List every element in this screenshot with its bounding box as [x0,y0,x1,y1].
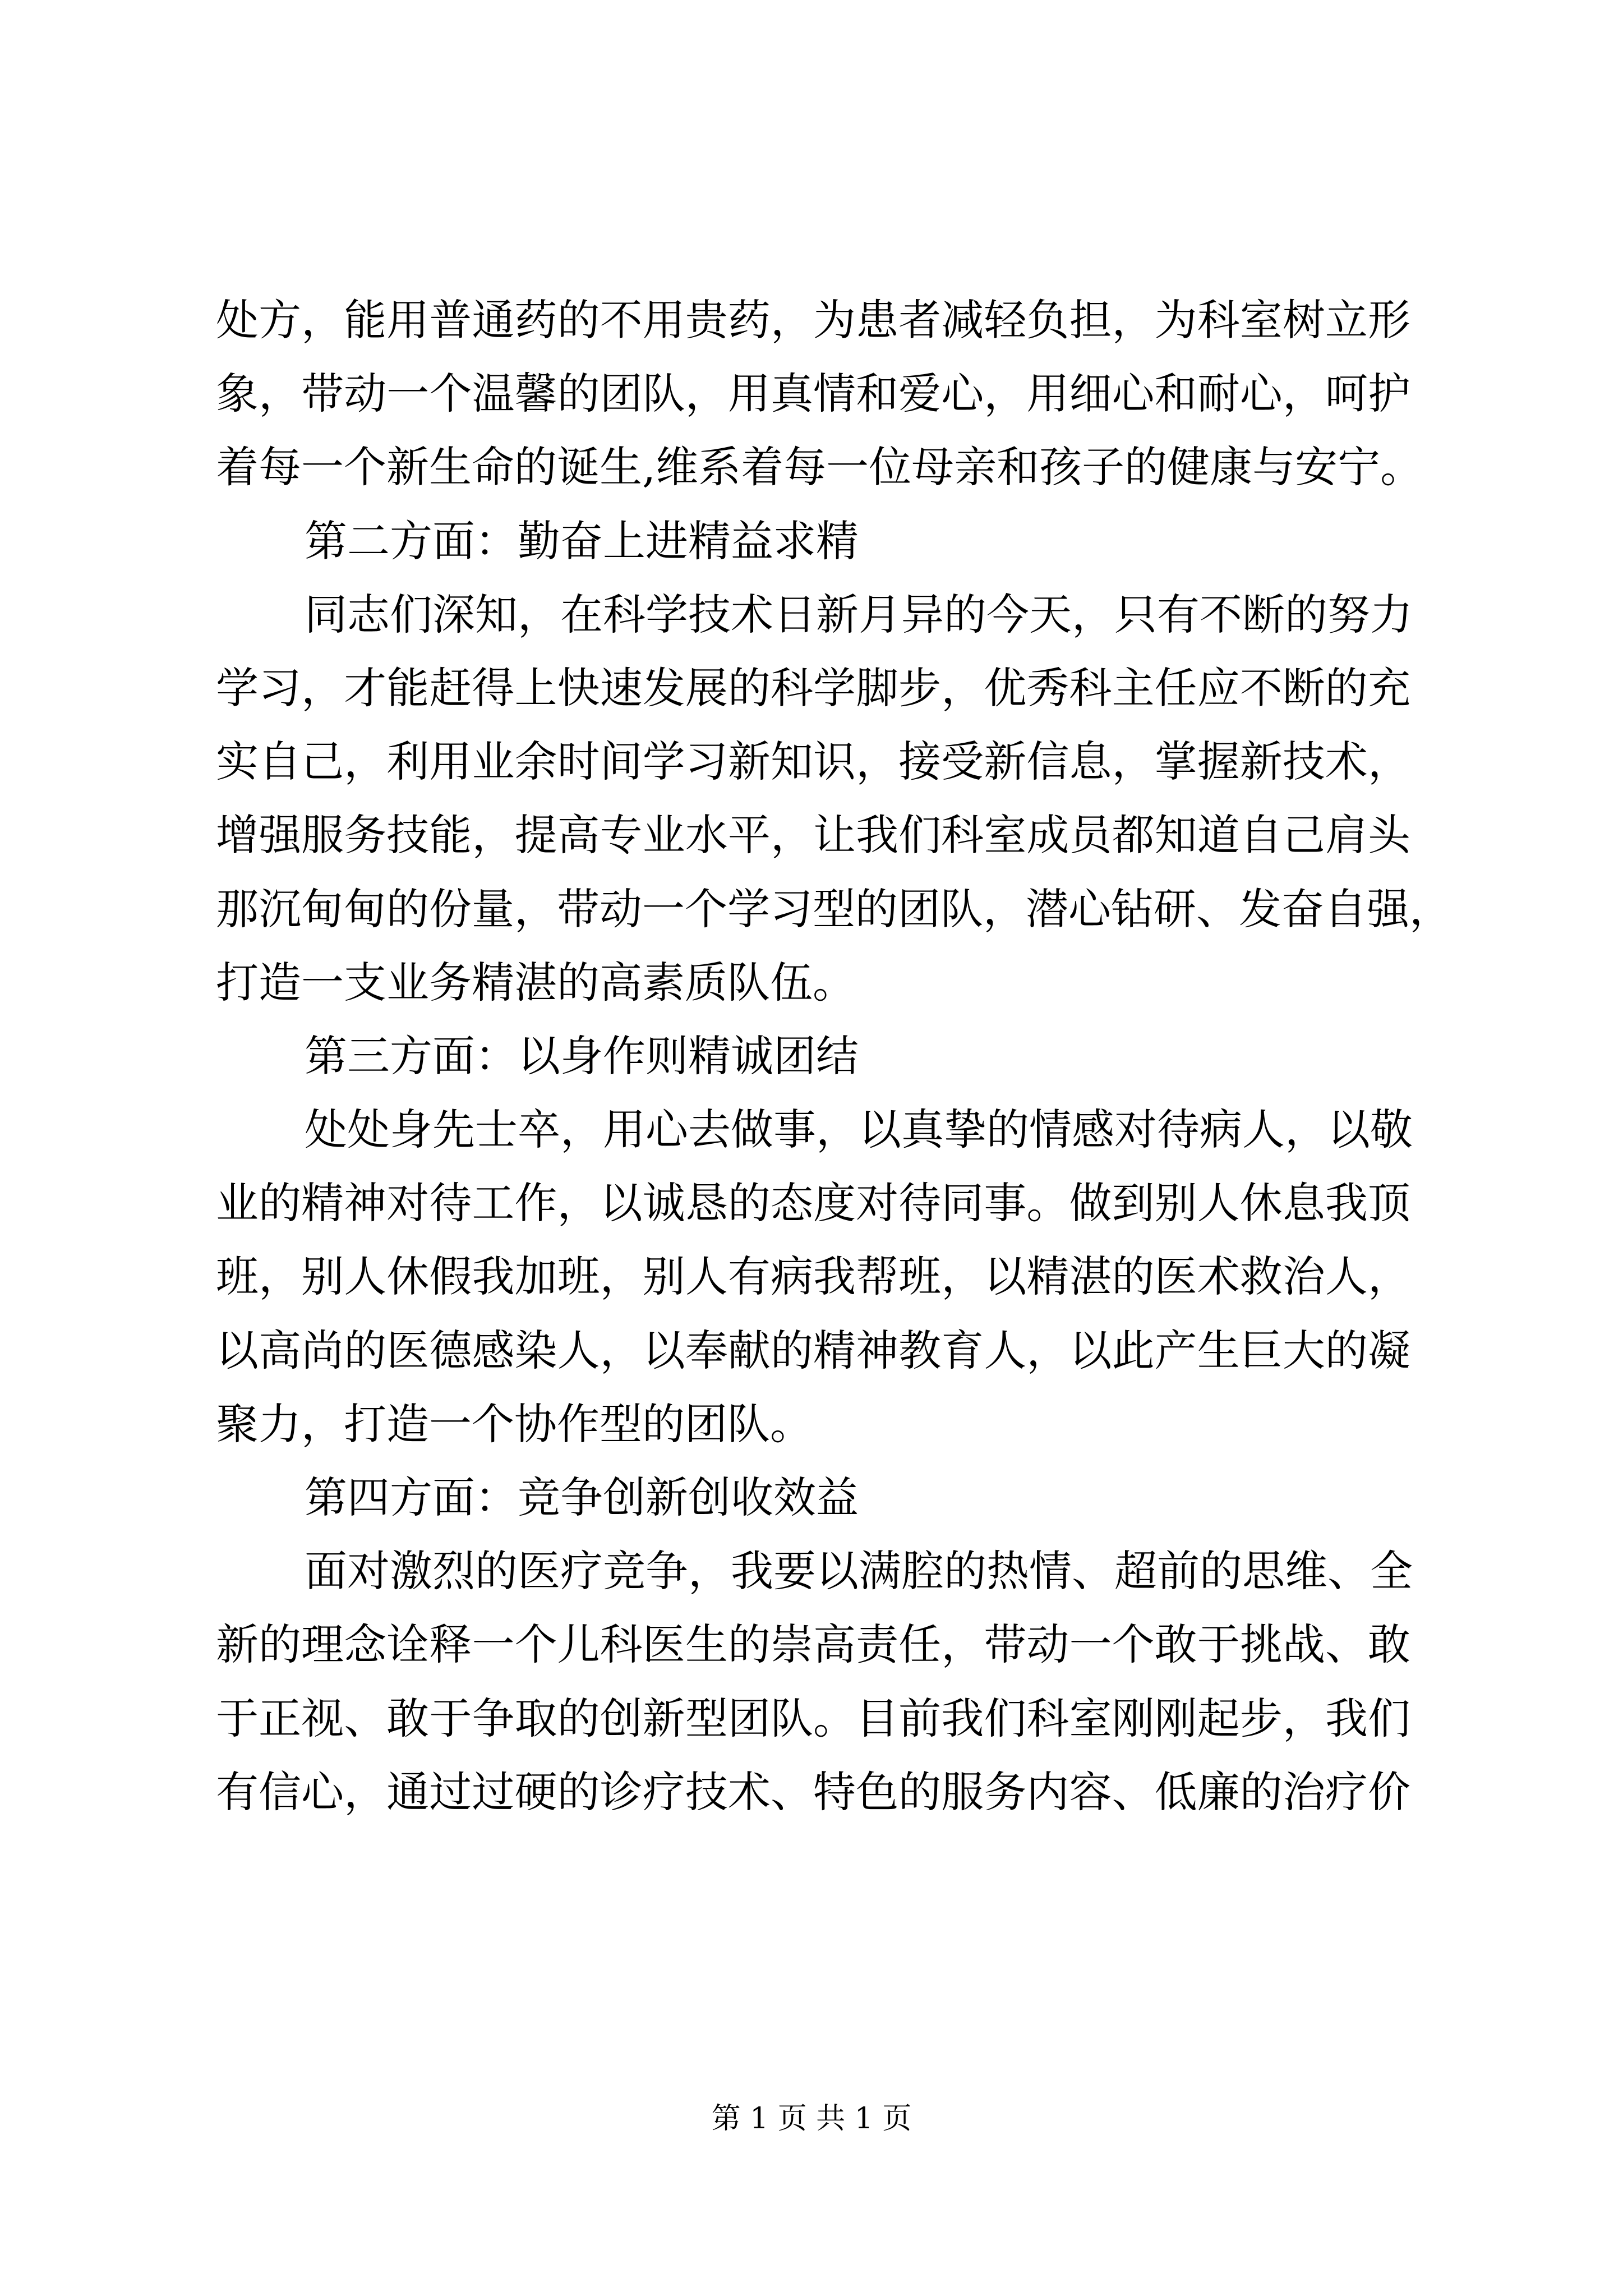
body-line: 打造一支业务精湛的高素质队伍。 [216,957,855,1007]
paragraph-first-line: 同志们深知，在科学技术日新月异的今天，只有不断的努力 [305,589,1413,639]
paragraph-first-line: 处处身先士卒，用心去做事，以真挚的情感对待病人，以敬 [305,1105,1413,1155]
body-line: 那沉甸甸的份量，带动一个学习型的团队，潜心钻研、发奋自强， [216,884,1452,934]
body-line: 实自己，利用业余时间学习新知识，接受新信息，掌握新技术， [216,737,1410,787]
body-line: 有信心，通过过硬的诊疗技术、特色的服务内容、低廉的治疗价 [216,1766,1410,1817]
page-footer [0,2099,1623,2138]
body-line: 聚力，打造一个协作型的团队。 [216,1398,813,1449]
paragraph-first-line: 面对激烈的医疗竞争，我要以满腔的热情、超前的思维、全 [305,1546,1413,1596]
body-line: 班，别人休假我加班，别人有病我帮班，以精湛的医术救治人， [216,1251,1410,1302]
body-line: 新的理念诠释一个儿科医生的崇高责任，带动一个敢于挑战、敢 [216,1619,1410,1670]
body-line: 处方，能用普通药的不用贵药，为患者减轻负担，为科室树立形 [216,295,1410,345]
body-line: 于正视、敢于争取的创新型团队。目前我们科室刚刚起步，我们 [216,1693,1410,1743]
body-line: 着每一个新生命的诞生,维系着每一位母亲和孩子的健康与安宁。 [216,442,1423,493]
body-line: 象，带动一个温馨的团队，用真情和爱心，用细心和耐心，呵护 [216,369,1410,419]
section-heading-3: 第三方面：以身作则精诚团结 [305,1030,859,1081]
body-line: 增强服务技能，提高专业水平，让我们科室成员都知道自己肩头 [216,810,1410,861]
body-line: 学习，才能赶得上快速发展的科学脚步，优秀科主任应不断的充 [216,662,1410,713]
body-line: 以高尚的医德感染人，以奉献的精神教育人，以此产生巨大的凝 [216,1325,1410,1375]
section-heading-2: 第二方面：勤奋上进精益求精 [305,516,859,566]
body-line: 业的精神对待工作，以诚恳的态度对待同事。做到别人休息我顶 [216,1178,1410,1228]
section-heading-4: 第四方面：竞争创新创收效益 [305,1473,859,1522]
page-number-label: 第 1 页 共 1 页 [711,2102,912,2136]
document-body [216,283,1452,1829]
